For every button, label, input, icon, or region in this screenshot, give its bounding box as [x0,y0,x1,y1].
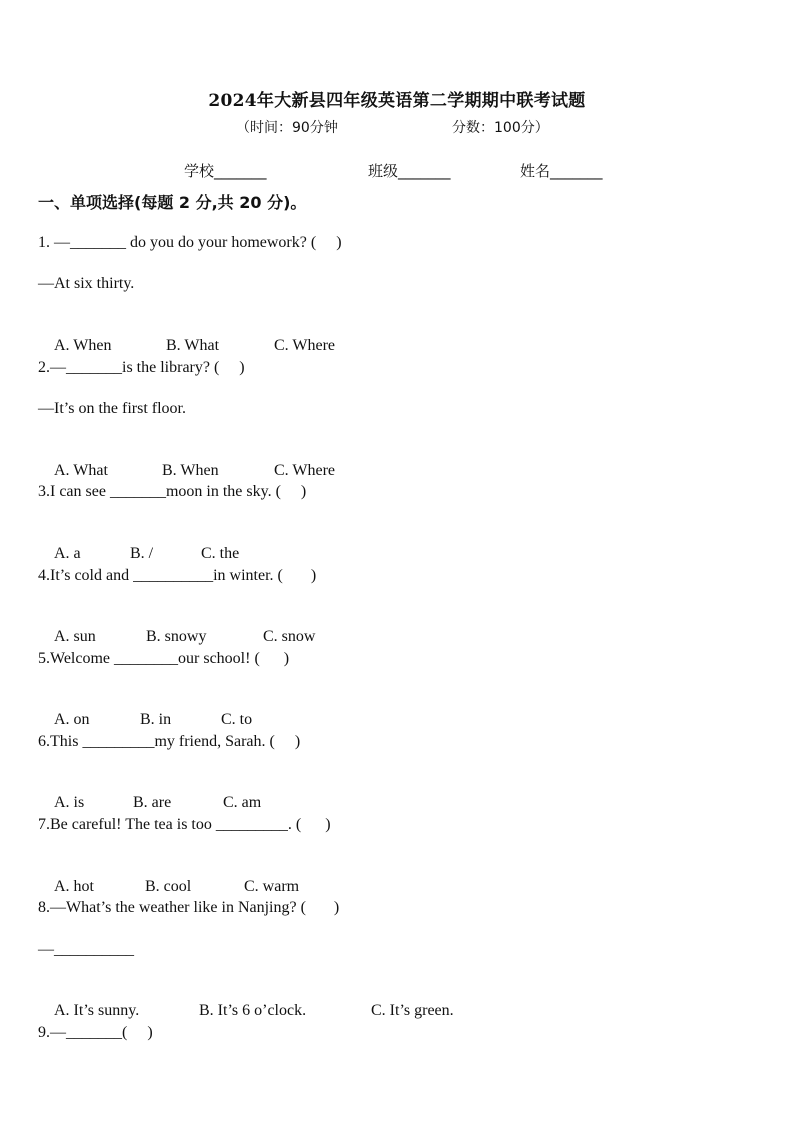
exam-score: 分数：100分） [452,120,549,136]
option-c: C. am [223,794,262,811]
option-b: B. / [130,545,154,562]
question-answer-line: —At six thirty. [38,275,135,292]
option-c: C. It’s green. [371,1002,454,1019]
option-b: B. What [166,337,220,354]
option-a: A. a [54,545,81,562]
question-stem: 9.—_______( ) [38,1024,153,1041]
school-field: 学校_______ [184,162,267,180]
question-stem: 2.—_______is the library? ( ) [38,359,245,376]
option-a: A. sun [54,628,96,645]
option-b: B. It’s 6 o’clock. [199,1002,307,1019]
option-b: B. in [140,711,172,728]
option-c: C. to [221,711,253,728]
exam-time: （时间：90分钟 [236,120,338,136]
section-title: 一、单项选择(每题 2 分,共 20 分)。 [38,193,307,212]
question-stem: 8.—What’s the weather like in Nanjing? ( ) [38,899,340,916]
name-field: 姓名_______ [520,162,603,180]
option-a: A. It’s sunny. [54,1002,140,1019]
question-answer-line: —__________ [38,941,134,958]
question-stem: 6.This _________my friend, Sarah. ( ) [38,733,301,750]
option-b: B. snowy [146,628,207,645]
option-c: C. warm [244,878,300,895]
exam-title: 2024年大新县四年级英语第二学期期中联考试题 [208,91,586,111]
option-b: B. When [162,462,219,479]
option-a: A. What [54,462,108,479]
option-a: A. on [54,711,90,728]
question-stem: 7.Be careful! The tea is too _________. ( ) [38,816,331,833]
option-a: A. hot [54,878,94,895]
option-c: C. snow [263,628,316,645]
option-b: B. cool [145,878,192,895]
question-stem: 3.I can see _______moon in the sky. ( ) [38,483,307,500]
option-c: C. Where [274,337,336,354]
option-b: B. are [133,794,172,811]
option-c: C. the [201,545,240,562]
question-stem: 5.Welcome ________our school! ( ) [38,650,290,667]
option-a: A. When [54,337,112,354]
option-c: C. Where [274,462,336,479]
class-field: 班级_______ [368,162,451,180]
option-a: A. is [54,794,85,811]
question-answer-line: —It’s on the first floor. [38,400,186,417]
question-stem: 1. —_______ do you do your homework? ( ) [38,234,342,251]
question-stem: 4.It’s cold and __________in winter. ( ) [38,567,317,584]
